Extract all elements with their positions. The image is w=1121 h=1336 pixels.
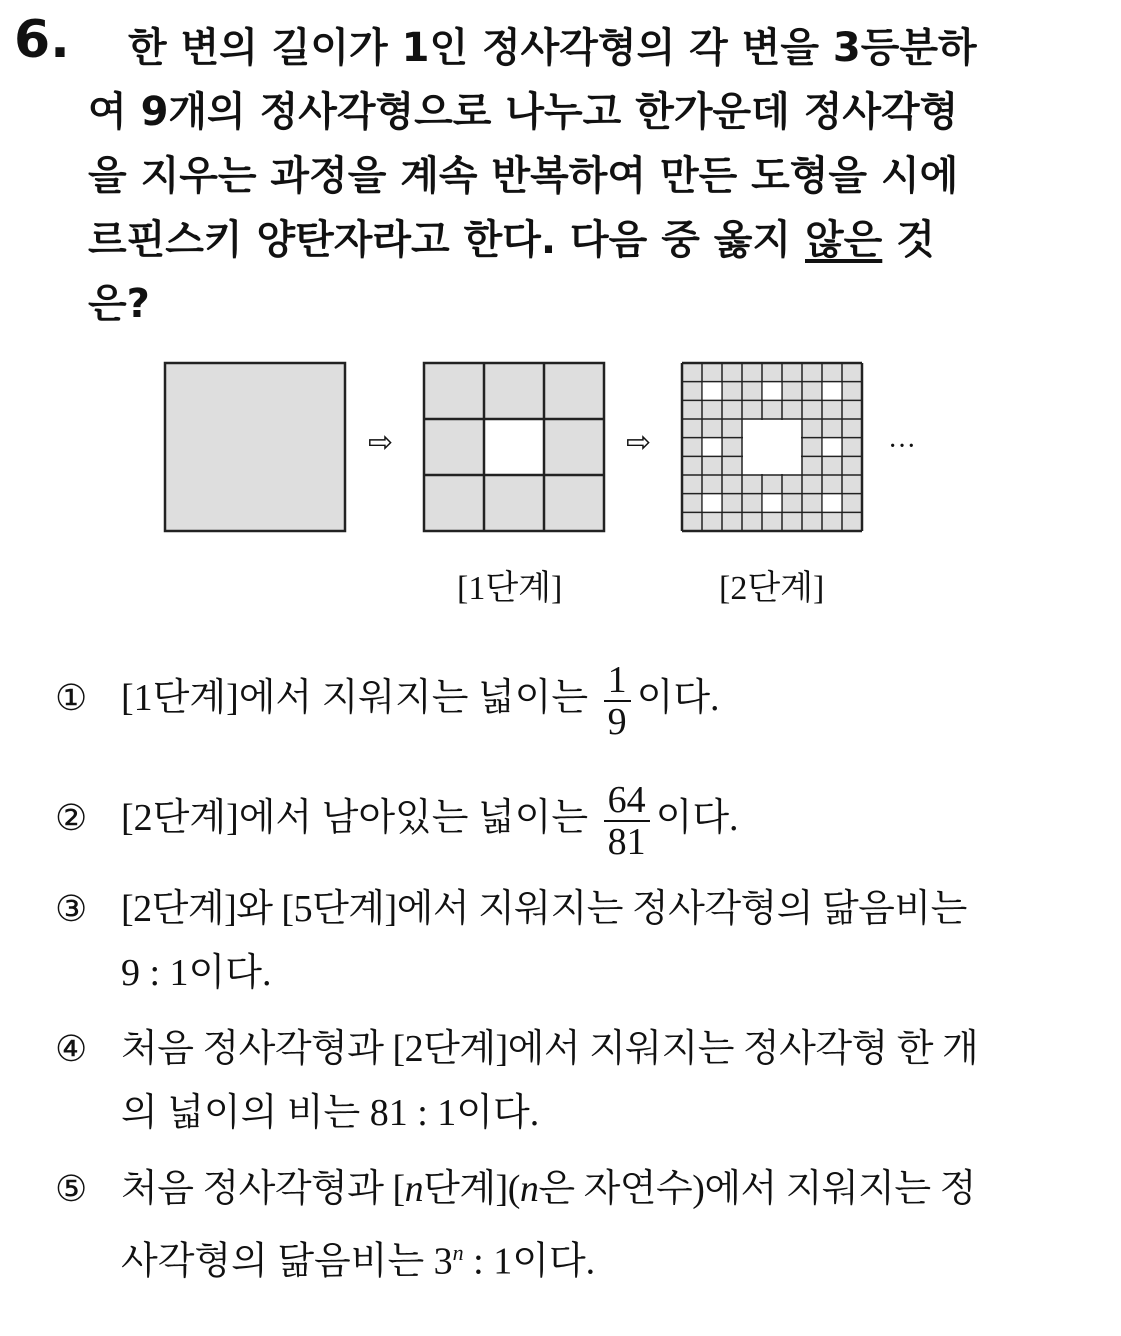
small-hole	[703, 438, 721, 455]
central-hole	[743, 420, 801, 474]
stem-line-5: 은?	[88, 281, 150, 327]
stem-line-2: 여 9개의 정사각형으로 나누고 한가운데 정사각형	[88, 89, 959, 135]
ellipsis: ···	[888, 431, 916, 462]
arrow-2: ⇨	[626, 426, 652, 459]
option-3[interactable]: ③ [2단계]와 [5단계]에서 지워지는 정사각형의 닮음비는 9 : 1이다.	[55, 877, 1095, 1005]
option-4-mark: ④	[55, 1029, 88, 1069]
small-hole	[703, 382, 721, 399]
small-hole	[823, 382, 841, 399]
stem-line-3: 을 지우는 과정을 계속 반복하여 만든 도형을 시에	[88, 153, 959, 199]
option-1[interactable]: ① [1단계]에서 지워지는 넓이는 $\frac{1}{9}$ 이다.	[55, 655, 1095, 741]
small-hole	[823, 438, 841, 455]
stage1-square	[424, 363, 604, 531]
options-list	[55, 655, 1095, 1294]
stage1-label: [1단계]	[457, 570, 563, 607]
option-5-mark: ⑤	[55, 1169, 88, 1209]
fraction-64-81: $\frac{64}{81}$	[604, 780, 650, 862]
option-1-mark: ①	[55, 678, 88, 718]
small-hole	[763, 494, 781, 511]
stage0-square	[165, 363, 345, 531]
stem-line-1: 한 변의 길이가 1인 정사각형의 각 변을 3등분하	[128, 25, 977, 71]
underlined-word: 않은	[805, 217, 883, 263]
question-number: 6.	[14, 10, 70, 70]
stage2-square	[682, 363, 862, 531]
option-2-mark: ②	[55, 798, 88, 838]
option-3-mark: ③	[55, 889, 88, 929]
option-4[interactable]: ④ 처음 정사각형과 [2단계]에서 지워지는 정사각형 한 개 의 넓이의 비는 81 : 1이다.	[55, 1017, 1095, 1145]
stem-line-4: 르핀스키 양탄자라고 한다. 다음 중 옳지 않은 것	[88, 217, 935, 263]
arrow-1: ⇨	[368, 426, 394, 459]
option-5[interactable]: ⑤ 처음 정사각형과 [n단계](n은 자연수)에서 지워지는 정 사각형의 닮음비는 3$^n$ : 1이다.	[55, 1157, 1095, 1294]
question-stem	[88, 16, 1098, 336]
option-2[interactable]: ② [2단계]에서 남아있는 넓이는 $\frac{64}{81}$ 이다.	[55, 763, 1095, 873]
sierpinski-figure	[0, 355, 1121, 615]
small-hole	[703, 494, 721, 511]
small-hole	[763, 382, 781, 399]
stage2-label: [2단계]	[719, 570, 825, 607]
small-hole	[823, 494, 841, 511]
fraction-1-9: $\frac{1}{9}$	[604, 660, 631, 742]
